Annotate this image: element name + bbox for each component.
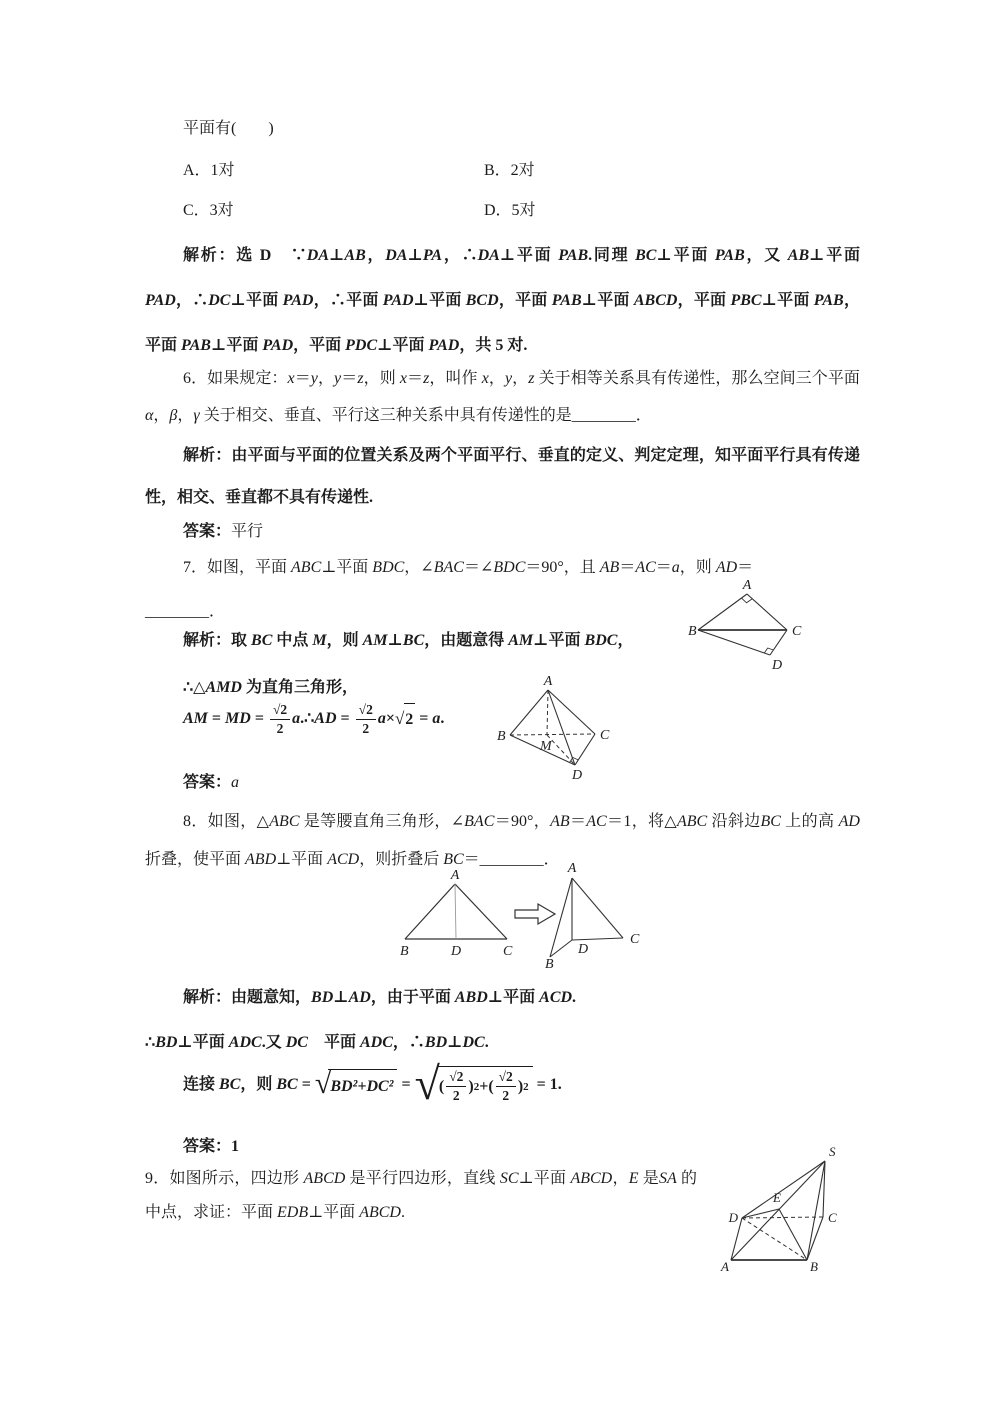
- vertex-label-b: B: [810, 1259, 818, 1274]
- q8-diagram-unfolded: [388, 868, 518, 963]
- q5-stem-tail: 平面有( ): [183, 120, 274, 137]
- q9-solid-edges: [731, 1161, 825, 1260]
- fraction-sqrt2-over-2: $\frac{√2}{2}$: [356, 702, 376, 736]
- vertex-label-d: D: [728, 1210, 738, 1225]
- vertex-label-a: A: [721, 1259, 729, 1274]
- q5-option-c: C．3对: [183, 202, 234, 219]
- vertex-label-c: C: [630, 932, 640, 947]
- q7a-edges: [698, 594, 787, 655]
- q6-analysis: 解析：由平面与平面的位置关系及两个平面平行、垂直的定义、判定定理，知平面平行具有传递性，相交、垂直都不具有传递性.: [145, 447, 860, 506]
- q7-stem: 7．如图，平面 ABC⊥平面 BDC，∠BAC＝∠BDC＝90°，且 AB＝AC＝a，则 AD＝: [183, 559, 754, 576]
- vertex-label-a: A: [450, 868, 460, 883]
- vertex-label-d: D: [578, 942, 589, 957]
- vertex-label-e: E: [773, 1190, 781, 1205]
- q5-options-row2: [145, 196, 898, 226]
- radical-sign: √: [394, 709, 405, 729]
- vertex-label-c: C: [600, 728, 610, 743]
- vertex-label-a: A: [567, 861, 577, 876]
- q6-stem: 6．如果规定：x＝y，y＝z，则 x＝z，叫作 x，y，z 关于相等关系具有传递性，那么空间三个平面 α，β，γ 关于相交、垂直、平行这三种关系中具有传递性的是________．: [145, 370, 860, 424]
- q8-diagram-folded: [545, 862, 660, 972]
- fraction-sqrt2-over-2: $\frac{√2}{2}$: [496, 1069, 516, 1103]
- q7-analysis-line2: ∴△AMD 为直角三角形，: [183, 679, 358, 696]
- radical-2: √ 2: [395, 703, 415, 735]
- q5-analysis: 解析：选 D ∵DA⊥AB，DA⊥PA，∴DA⊥平面 PAB.同理 BC⊥平面 PAB，又 AB⊥平面 PAD，∴DC⊥平面 PAD，∴平面 PAD⊥平面 BCD，平面 PAB⊥平面 ABCD，平面 PBC⊥平面 PAB，平面 PAB⊥平面 PAD，平面 PDC⊥平面 PAD，共 5 对.: [145, 247, 860, 354]
- radical-sign: √: [414, 1058, 440, 1109]
- vertex-label-s: S: [829, 1144, 836, 1159]
- radical-sign: √: [314, 1067, 332, 1100]
- q5-option-d: D．5对: [484, 202, 536, 219]
- q8-analysis-line2: ∴BD⊥平面 ADC.又 DC 平面 ADC，∴BD⊥DC.: [145, 1034, 489, 1051]
- vertex-label-c: C: [828, 1210, 837, 1225]
- vertex-label-b: B: [497, 729, 506, 744]
- vertex-label-d: D: [450, 944, 462, 959]
- vertex-label-a: A: [742, 578, 752, 593]
- right-angle-mark-a: [741, 598, 752, 603]
- q9-stem: 9．如图所示，四边形 ABCD 是平行四边形，直线 SC⊥平面 ABCD，E 是SA 的中点，求证：平面 EDB⊥平面 ABCD.: [145, 1170, 697, 1221]
- math-var: AM: [183, 710, 208, 728]
- q7-diagram-flat: [688, 578, 803, 673]
- radical-nested-fractions: √ ( $\frac{√2}{2}$ ) 2 + ( $\frac{√2}{2}$ ) 2: [415, 1062, 533, 1108]
- q7-answer-blank: ________．: [145, 603, 226, 620]
- q7b-solid-edges: [510, 690, 595, 765]
- fraction-sqrt2-over-2: $\frac{√2}{2}$: [270, 702, 290, 736]
- fraction-sqrt2-over-2: $\frac{√2}{2}$: [446, 1069, 466, 1103]
- vertex-label-c: C: [503, 944, 513, 959]
- radical-bd2-dc2: √ BD²+DC²: [315, 1069, 398, 1102]
- q7-answer: 答案：a: [183, 774, 240, 791]
- vertex-label-d: D: [772, 658, 783, 673]
- q7-analysis-line1: 解析：取 BC 中点 M，则 AM⊥BC，由题意得 AM⊥平面 BDC，: [183, 632, 634, 649]
- vertex-label-c: C: [792, 624, 802, 639]
- vertex-label-b: B: [400, 944, 409, 959]
- q5-options-row1: [145, 156, 898, 186]
- q5-option-a: A．1对: [183, 162, 235, 179]
- vertex-label-m: M: [540, 739, 552, 754]
- q6-answer: 答案：平行: [183, 523, 264, 540]
- q9-diagram-pyramid: [708, 1143, 883, 1298]
- vertex-label-b: B: [688, 624, 697, 639]
- q7-diagram-tetrahedron: [496, 676, 614, 786]
- q5-option-b: B．2对: [484, 162, 535, 179]
- q8-formula: 连接 BC ，则 BC = √ BD²+DC² = √ ( $\frac{√2}{2}$ ) 2 + ( $\frac{√2}{2}$ ) 2 = 1.: [183, 1058, 562, 1109]
- q8-analysis-line1: 解析：由题意知，BD⊥AD，由于平面 ABD⊥平面 ACD.: [183, 989, 577, 1006]
- altitude-ad: [455, 884, 456, 939]
- math-var: MD: [225, 710, 251, 728]
- vertex-label-a: A: [543, 674, 553, 689]
- vertex-label-d: D: [571, 768, 583, 783]
- q7-formula: AM = MD = $\frac{√2}{2}$ a .∴ AD = $\frac{√2}{2}$ a × √ 2 = a .: [183, 702, 445, 736]
- q8-answer: 答案：1: [183, 1138, 240, 1155]
- vertex-label-b: B: [545, 957, 554, 972]
- q8-stem: 8．如图，△ABC 是等腰直角三角形，∠BAC＝90°，AB＝AC＝1，将△ABC 沿斜边BC 上的高 AD 折叠，使平面 ABD⊥平面 ACD，则折叠后 BC＝________．: [145, 813, 860, 868]
